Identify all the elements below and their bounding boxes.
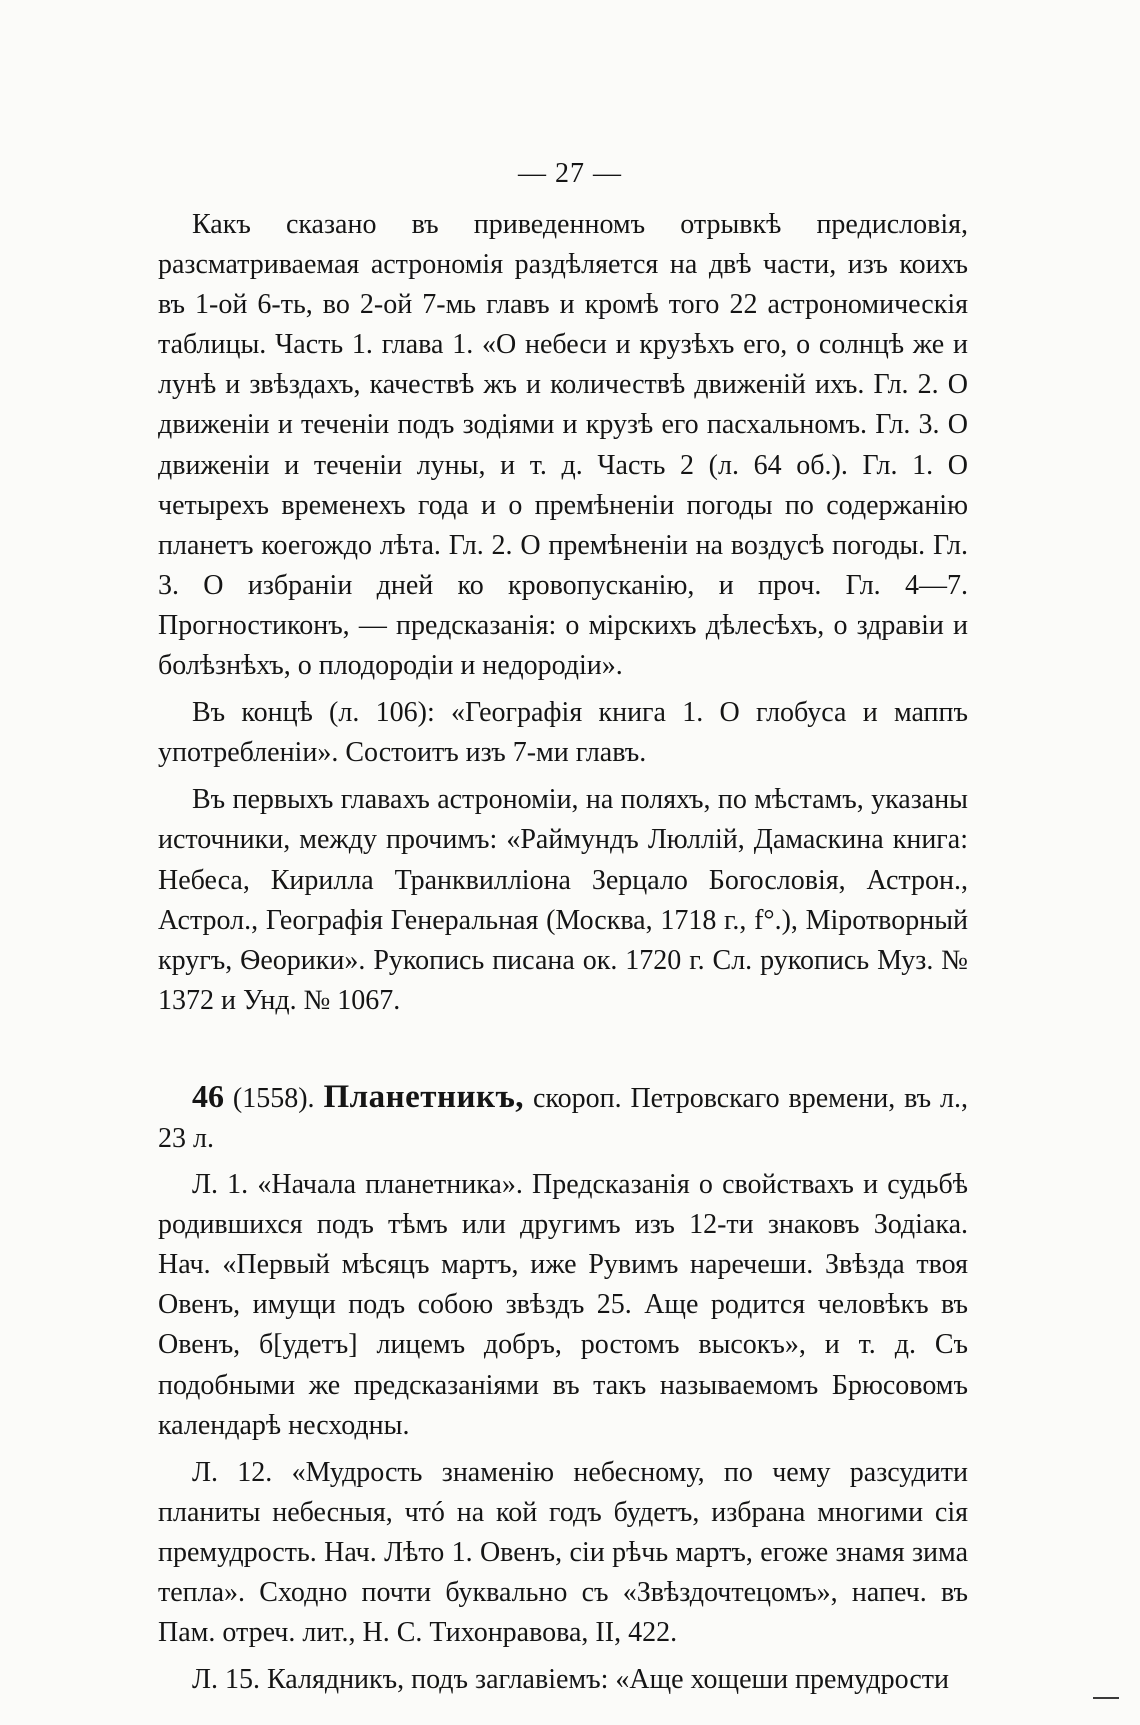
page-number: — 27 — (518, 158, 622, 189)
paragraph-leaf-1: Л. 1. «Начала планетника». Предсказанія о свойствахъ и судьбѣ родившихся подъ тѣмъ или другимъ изъ 12-ти знаковъ Зодіака. Нач. «Первый мѣсяцъ мартъ, иже Рувимъ наречеши. Звѣзда твоя Овенъ, имущи подъ собою звѣздъ 25. Аще родится человѣкъ въ Овенъ, б[удетъ] лицемъ добръ, ростомъ высокъ», и т. д. Съ подобными же предсказаніями въ такъ называемомъ Брюсовомъ календарѣ несходны. (158, 1169, 968, 1441)
paragraph-astronomy-structure: Какъ сказано въ приведенномъ отрывкѣ предисловія, разсматриваемая астрономія раздѣляется на двѣ части, изъ коихъ въ 1-ой 6-ть, во 2-ой 7-мь главъ и кромѣ того 22 астрономическія таблицы. Часть 1. глава 1. «О небеси и крузѣхъ его, о солнцѣ же и лунѣ и звѣздахъ, качествѣ жъ и количествѣ движеній ихъ. Гл. 2. О движеніи и теченіи подъ зодіями и крузѣ его пасхальномъ. Гл. 3. О движеніи и теченіи луны, и т. д. Часть 2 (л. 64 об.). Гл. 1. О четырехъ временехъ года и о премѣненіи погоды по содержанію планетъ коегождо лѣта. Гл. 2. О премѣненіи на воздусѣ погоды. Гл. 3. О избраніи дней ко кровопусканію, и проч. Гл. 4—7. Прогностиконъ, — предсказанія: о мірскихъ дѣлесѣхъ, о здравіи и болѣзнѣхъ, о плодородіи и недородіи». (158, 209, 968, 682)
paragraph-sources: Въ первыхъ главахъ астрономіи, на поляхъ, по мѣстамъ, указаны источники, между прочимъ: «Раймундъ Люллій, Дамаскина книга: Небеса, Кирилла Транквилліона Зерцало Богословія, Астрон., Астрол., Географія Генеральная (Москва, 1718 г., f°.), Міротворный кругъ, Ѳеорики». Рукопись писана ок. 1720 г. Сл. рукопись Муз. № 1372 и Унд. № 1067. (158, 784, 968, 1016)
paragraph-leaf-12: Л. 12. «Мудрость знаменію небесному, по чему разсудити планиты небесныя, чтó на кой годъ будетъ, избрана многими сія премудрость. Нач. Лѣто 1. Овенъ, сіи рѣчь мартъ, егоже знамя зима тепла». Сходно почти буквально съ «Звѣздочтецомъ», напеч. въ Пам. отреч. лит., Н. С. Тихонравова, II, 422. (158, 1456, 968, 1649)
entry-catalog-number: (1558). (232, 1082, 315, 1114)
entry-title: Планетникъ, (323, 1078, 525, 1115)
entry-description: скороп. Петровскаго времени, въ л., 23 л. (158, 1082, 969, 1154)
catalog-entry-heading (158, 1076, 968, 1159)
paragraph-leaf-15: Л. 15. Калядникъ, подъ заглавіемъ: «Аще хощеши премудрости (192, 1664, 950, 1696)
margin-mark (1093, 1697, 1119, 1699)
body-text (158, 205, 968, 1700)
paragraph-geography: Въ концѣ (л. 106): «Географія книга 1. О глобуса и маппъ употребленіи». Состоитъ изъ 7-ми главъ. (158, 697, 968, 769)
entry-number: 46 (192, 1077, 224, 1114)
